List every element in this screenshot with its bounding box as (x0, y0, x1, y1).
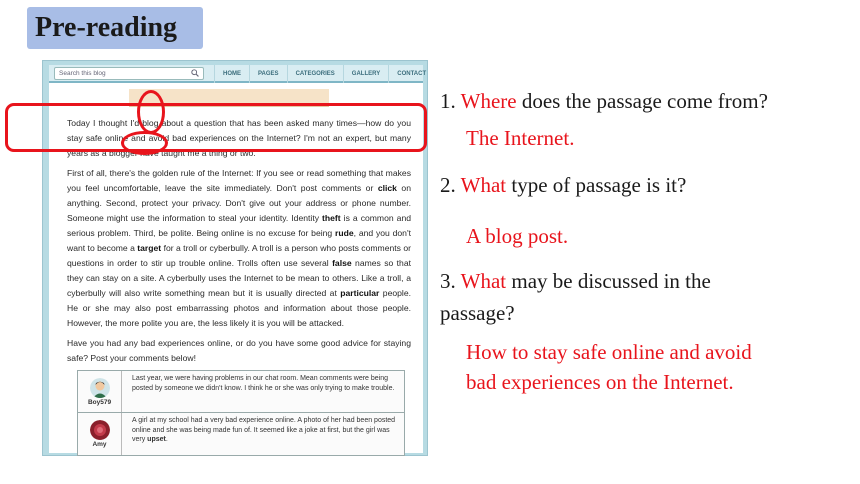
paragraph-3: Have you had any bad experiences online, or do you have some good advice for staying safe? Post your comments below! (67, 338, 411, 363)
p2-text: is a common and serious problem. Third, be polite. Being online is no excuse for being (67, 213, 412, 238)
nav-categories[interactable]: CATEGORIES (287, 65, 343, 83)
blog-topbar (49, 65, 427, 83)
p2-text: on anything. Second, protect your privacy. Don't give out your address or phone number. Someone might use the information to steal your identity. Identity (67, 183, 411, 223)
question-3-cont: passage? (440, 301, 515, 325)
question-wh-word: What (460, 269, 507, 293)
question-wh-word: What (460, 173, 507, 197)
p2-text: people. He or she may also post embarrassing photos and information about those people. However, the more polite you are, the less likely it is you will be attacked. (67, 288, 411, 328)
nav-contact[interactable]: CONTACT (388, 65, 434, 83)
p2-text: for a troll or cyberbully. A troll is a person who posts comments or questions in order to stir up trouble online. Trolls often use several (67, 243, 411, 268)
comments-section (77, 370, 405, 456)
keyword-click: click (377, 183, 397, 193)
comment-user (78, 413, 122, 455)
nav-pages[interactable]: PAGES (249, 65, 287, 83)
question-number: 2. (440, 173, 461, 197)
username: Amy (92, 441, 107, 448)
paragraph-2 (67, 166, 411, 331)
search-input[interactable] (54, 67, 204, 80)
question-2 (440, 172, 686, 198)
avatar (90, 378, 110, 398)
keyword-false: false (332, 258, 352, 268)
answer-2: A blog post. (466, 224, 569, 248)
blog-article (67, 116, 411, 371)
paragraph-1-text-c: have taught me a thing or two. (137, 148, 256, 158)
question-wh-word: Where (460, 89, 517, 113)
keyword-upset: upset (147, 436, 166, 443)
question-text: may be discussed in the (506, 269, 711, 293)
answer-3-line-1: How to stay safe online and avoid (466, 340, 752, 364)
blog-nav (214, 65, 434, 83)
keyword-target: target (137, 243, 162, 253)
search-placeholder: Search this blog (59, 70, 106, 77)
comment-text (122, 413, 404, 455)
nav-home[interactable]: HOME (214, 65, 249, 83)
keyword-rude: rude (335, 228, 354, 238)
keyword-theft: theft (322, 213, 341, 223)
highlight-circle-blog (137, 90, 165, 134)
comment-item (78, 371, 404, 413)
question-1 (440, 88, 768, 114)
avatar (90, 420, 110, 440)
highlight-rectangle (5, 103, 427, 152)
answer-3-line-2: bad experiences on the Internet. (466, 370, 734, 394)
question-text: does the passage come from? (516, 89, 768, 113)
p2-text: First of all, there's the golden rule of the Internet: If you see or read something that makes you feel uncomfortable, leave the site immediately. Don't post comments or (67, 168, 411, 193)
nav-gallery[interactable]: GALLERY (343, 65, 388, 83)
comment-text-a: A girl at my school had a very bad experience online. A photo of her had been posted online and she was being made fun of. It seemed like a joke at first, but the girl was very (132, 417, 396, 443)
p2-text: , and you don't want to become a (67, 228, 411, 253)
page-heading: Pre-reading (27, 7, 203, 49)
comment-user (78, 371, 122, 412)
p2-text: names so that they can stay on a site. A cyberbully uses the Internet to be mean to others. Like a troll, a cyberbully will also write something mean but it is usually directed at (67, 258, 411, 298)
question-number: 1. (440, 89, 461, 113)
username: Boy579 (87, 398, 112, 406)
answer-1: The Internet. (466, 126, 575, 150)
question-text: type of passage is it? (506, 173, 687, 197)
word-blogger: blogger (109, 148, 138, 158)
keyword-particular: particular (340, 288, 380, 298)
highlight-circle-blogger (121, 131, 168, 155)
comment-text-c: . (165, 436, 168, 443)
paragraph-1-text-a: Today I thought I'd blog about a question that has been asked many times—how do you stay safe online and avoid bad experiences on the Internet? I'm not an expert, but many years as a (67, 118, 411, 158)
search-icon[interactable] (191, 69, 199, 77)
question-3 (440, 268, 711, 294)
comment-text: Last year, we were having problems in our chat room. Mean comments were being posted by someone we didn't know. I think he or she was only trying to make trouble. (132, 375, 395, 392)
comment-item (78, 413, 404, 455)
question-number: 3. (440, 269, 461, 293)
